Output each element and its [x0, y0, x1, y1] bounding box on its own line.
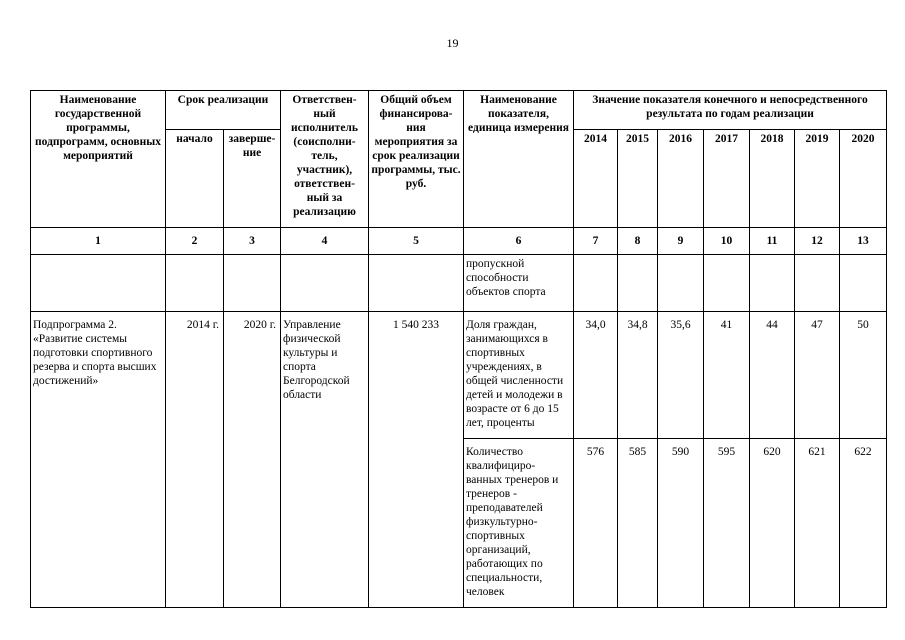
column-number: 5	[369, 228, 464, 255]
header-total-funding: Общий объем финансирова-ния мероприятия за срок реализации программы, тыс. руб.	[369, 91, 464, 228]
header-year: 2017	[704, 130, 750, 228]
page-number: 19	[446, 36, 459, 50]
value-cell: 50	[840, 312, 887, 439]
table-row	[31, 255, 887, 312]
column-number: 7	[574, 228, 618, 255]
end-cell	[224, 255, 281, 312]
value-cell: 44	[750, 312, 795, 439]
value-cell: 41	[704, 312, 750, 439]
column-number: 12	[795, 228, 840, 255]
program-name-cell	[31, 255, 166, 312]
table-row	[31, 312, 887, 439]
header-year: 2018	[750, 130, 795, 228]
value-cell	[618, 255, 658, 312]
value-cell: 34,8	[618, 312, 658, 439]
header-program-name: Наименование государственной программы, подпрограмм, основных мероприятий	[31, 91, 166, 228]
value-cell	[704, 255, 750, 312]
value-cell: 35,6	[658, 312, 704, 439]
value-cell: 590	[658, 439, 704, 608]
header-year: 2019	[795, 130, 840, 228]
column-number: 9	[658, 228, 704, 255]
header-end: заверше-ние	[224, 130, 281, 228]
header-year: 2014	[574, 130, 618, 228]
column-number: 11	[750, 228, 795, 255]
column-number: 8	[618, 228, 658, 255]
column-number: 1	[31, 228, 166, 255]
start-cell	[166, 255, 224, 312]
header-term: Срок реализации	[166, 91, 281, 130]
value-cell: 34,0	[574, 312, 618, 439]
column-number: 10	[704, 228, 750, 255]
header-indicator: Наименование показателя, единица измерения	[464, 91, 574, 228]
value-cell	[795, 255, 840, 312]
header-year: 2016	[658, 130, 704, 228]
column-number: 4	[281, 228, 369, 255]
header-year: 2020	[840, 130, 887, 228]
total-cell	[369, 255, 464, 312]
indicator-cell: Количество квалифициро-ванных тренеров и тренеров - преподавателей физкультурно-спортивных организаций, работающих по специальности, человек	[464, 439, 574, 608]
indicator-cell: Доля граждан, занимающихся в спортивных учреждениях, в общей численности детей и молодежи в возрасте от 6 до 15 лет, проценты	[464, 312, 574, 439]
value-cell: 620	[750, 439, 795, 608]
column-number: 3	[224, 228, 281, 255]
value-cell	[840, 255, 887, 312]
value-cell	[658, 255, 704, 312]
header-start: начало	[166, 130, 224, 228]
value-cell: 622	[840, 439, 887, 608]
value-cell: 576	[574, 439, 618, 608]
responsible-cell	[281, 255, 369, 312]
total-cell: 1 540 233	[369, 312, 464, 608]
program-name-cell: Подпрограмма 2. «Развитие системы подготовки спортивного резерва и спорта высших достижений»	[31, 312, 166, 608]
value-cell: 621	[795, 439, 840, 608]
program-table	[30, 90, 887, 608]
end-cell: 2020 г.	[224, 312, 281, 608]
responsible-cell: Управление физической культуры и спорта Белгородской области	[281, 312, 369, 608]
header-values-by-year: Значение показателя конечного и непосредственного результата по годам реализации	[574, 91, 887, 130]
column-number: 2	[166, 228, 224, 255]
value-cell: 47	[795, 312, 840, 439]
column-number-row	[31, 228, 887, 255]
header-responsible: Ответствен-ный исполнитель (соисполни-тель, участник), ответствен-ный за реализацию	[281, 91, 369, 228]
column-number: 13	[840, 228, 887, 255]
start-cell: 2014 г.	[166, 312, 224, 608]
value-cell: 585	[618, 439, 658, 608]
header-year: 2015	[618, 130, 658, 228]
column-number: 6	[464, 228, 574, 255]
header-row-1	[31, 91, 887, 130]
value-cell	[750, 255, 795, 312]
value-cell	[574, 255, 618, 312]
indicator-cell: пропускной способности объектов спорта	[464, 255, 574, 312]
value-cell: 595	[704, 439, 750, 608]
